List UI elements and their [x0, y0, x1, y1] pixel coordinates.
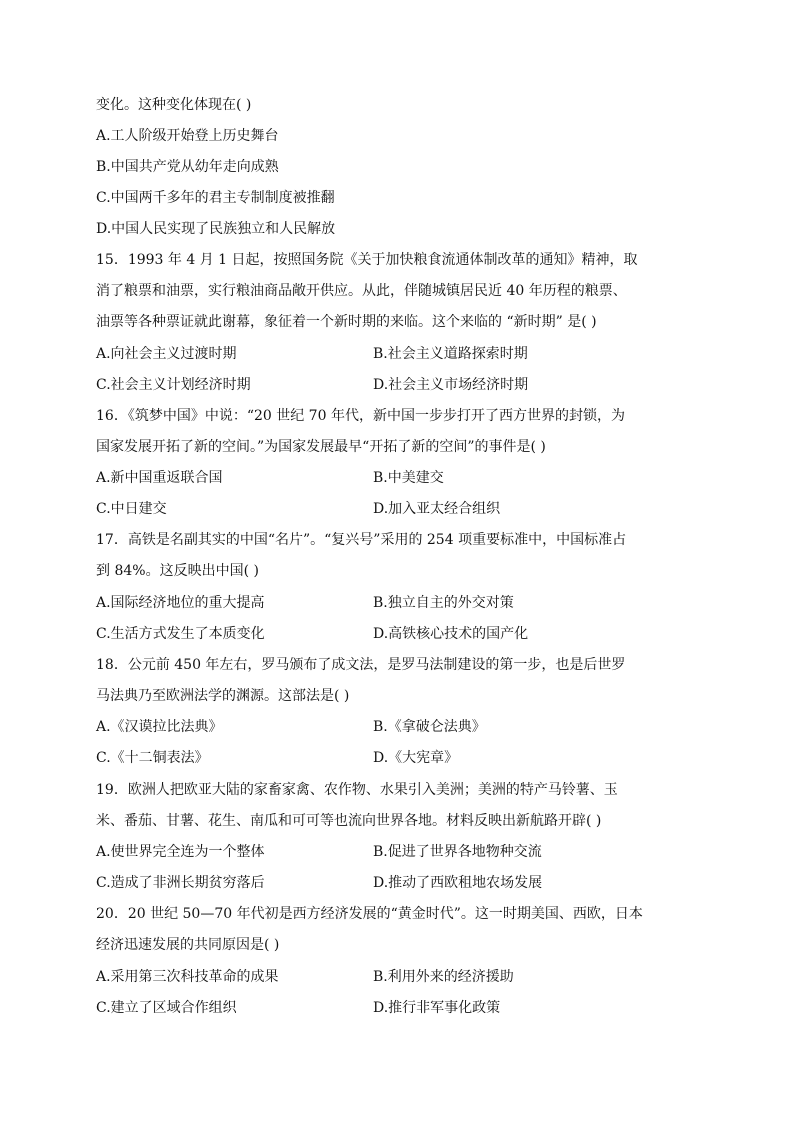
q19-option-a: A.使世界完全连为一个整体: [96, 844, 265, 860]
q18-option-a: A.《汉谟拉比法典》: [96, 719, 223, 735]
q16-option-d: D.加入亚太经合组织: [373, 501, 501, 517]
q18-stem-line-1: 18．公元前 450 年左右，罗马颁布了成文法，是罗马法制建设的第一步，也是后世罗: [96, 657, 626, 673]
q18-option-c: C.《十二铜表法》: [96, 750, 209, 766]
q15-option-c: C.社会主义计划经济时期: [96, 377, 251, 393]
q14-option-c: C.中国两千多年的君主专制制度被推翻: [96, 190, 335, 206]
q18-stem-line-2: 马法典乃至欧洲法学的渊源。这部法是( ): [96, 688, 350, 704]
q20-stem-line-1: 20．20 世纪 50—70 年代初是西方经济发展的“黄金时代”。这一时期美国、西欧，日本: [96, 906, 643, 922]
q18-option-b: B.《拿破仑法典》: [373, 719, 486, 735]
q17-stem-line-2: 到 84%。这反映出中国( ): [96, 563, 259, 579]
q17-option-a: A.国际经济地位的重大提高: [96, 595, 265, 611]
q20-option-c: C.建立了区域合作组织: [96, 1000, 237, 1016]
q19-option-d: D.推动了西欧租地农场发展: [373, 875, 543, 891]
q16-stem-line-1: 16．《筑梦中国》中说：“20 世纪 70 年代，新中国一步步打开了西方世界的封锁，为: [96, 408, 625, 424]
q17-option-d: D.高铁核心技术的国产化: [373, 626, 529, 642]
q14-option-d: D.中国人民实现了民族独立和人民解放: [96, 221, 336, 237]
q17-option-c: C.生活方式发生了本质变化: [96, 626, 265, 642]
q15-stem-line-2: 消了粮票和油票，实行粮油商品敞开供应。从此，伴随城镇居民近 40 年历程的粮票、: [96, 283, 627, 299]
q20-stem-line-2: 经济迅速发展的共同原因是( ): [96, 937, 280, 953]
q19-option-c: C.造成了非洲长期贫穷落后: [96, 875, 265, 891]
q19-stem-line-2: 米、番茄、甘薯、花生、南瓜和可可等也流向世界各地。材料反映出新航路开辟( ): [96, 813, 602, 829]
q20-option-d: D.推行非军事化政策: [373, 1000, 501, 1016]
q14-stem-tail: 变化。这种变化体现在( ): [96, 97, 252, 113]
q20-option-b: B.利用外来的经济援助: [373, 969, 514, 985]
q14-option-b: B.中国共产党从幼年走向成熟: [96, 159, 279, 175]
q16-option-a: A.新中国重返联合国: [96, 470, 223, 486]
q16-stem-line-2: 国家发展开拓了新的空间。”为国家发展最早“开拓了新的空间”的事件是( ): [96, 439, 546, 455]
q15-stem-line-3: 油票等各种票证就此谢幕，象征着一个新时期的来临。这个来临的 “新时期” 是( ): [96, 314, 597, 330]
q15-option-a: A.向社会主义过渡时期: [96, 346, 237, 362]
q14-option-a: A.工人阶级开始登上历史舞台: [96, 128, 279, 144]
q19-stem-line-1: 19．欧洲人把欧亚大陆的家畜家禽、农作物、水果引入美洲；美洲的特产马铃薯、玉: [96, 782, 618, 798]
q20-option-a: A.采用第三次科技革命的成果: [96, 969, 279, 985]
q15-option-b: B.社会主义道路探索时期: [373, 346, 528, 362]
q15-option-d: D.社会主义市场经济时期: [373, 377, 529, 393]
q18-option-d: D.《大宪章》: [373, 750, 459, 766]
q16-option-c: C.中日建交: [96, 501, 167, 517]
q17-stem-line-1: 17．高铁是名副其实的中国“名片”。“复兴号”采用的 254 项重要标准中，中国标准占: [96, 532, 627, 548]
q19-option-b: B.促进了世界各地物种交流: [373, 844, 542, 860]
q15-stem-line-1: 15．1993 年 4 月 1 日起，按照国务院《关于加快粮食流通体制改革的通知》精神，取: [96, 252, 638, 268]
q17-option-b: B.独立自主的外交对策: [373, 595, 514, 611]
q16-option-b: B.中美建交: [373, 470, 444, 486]
